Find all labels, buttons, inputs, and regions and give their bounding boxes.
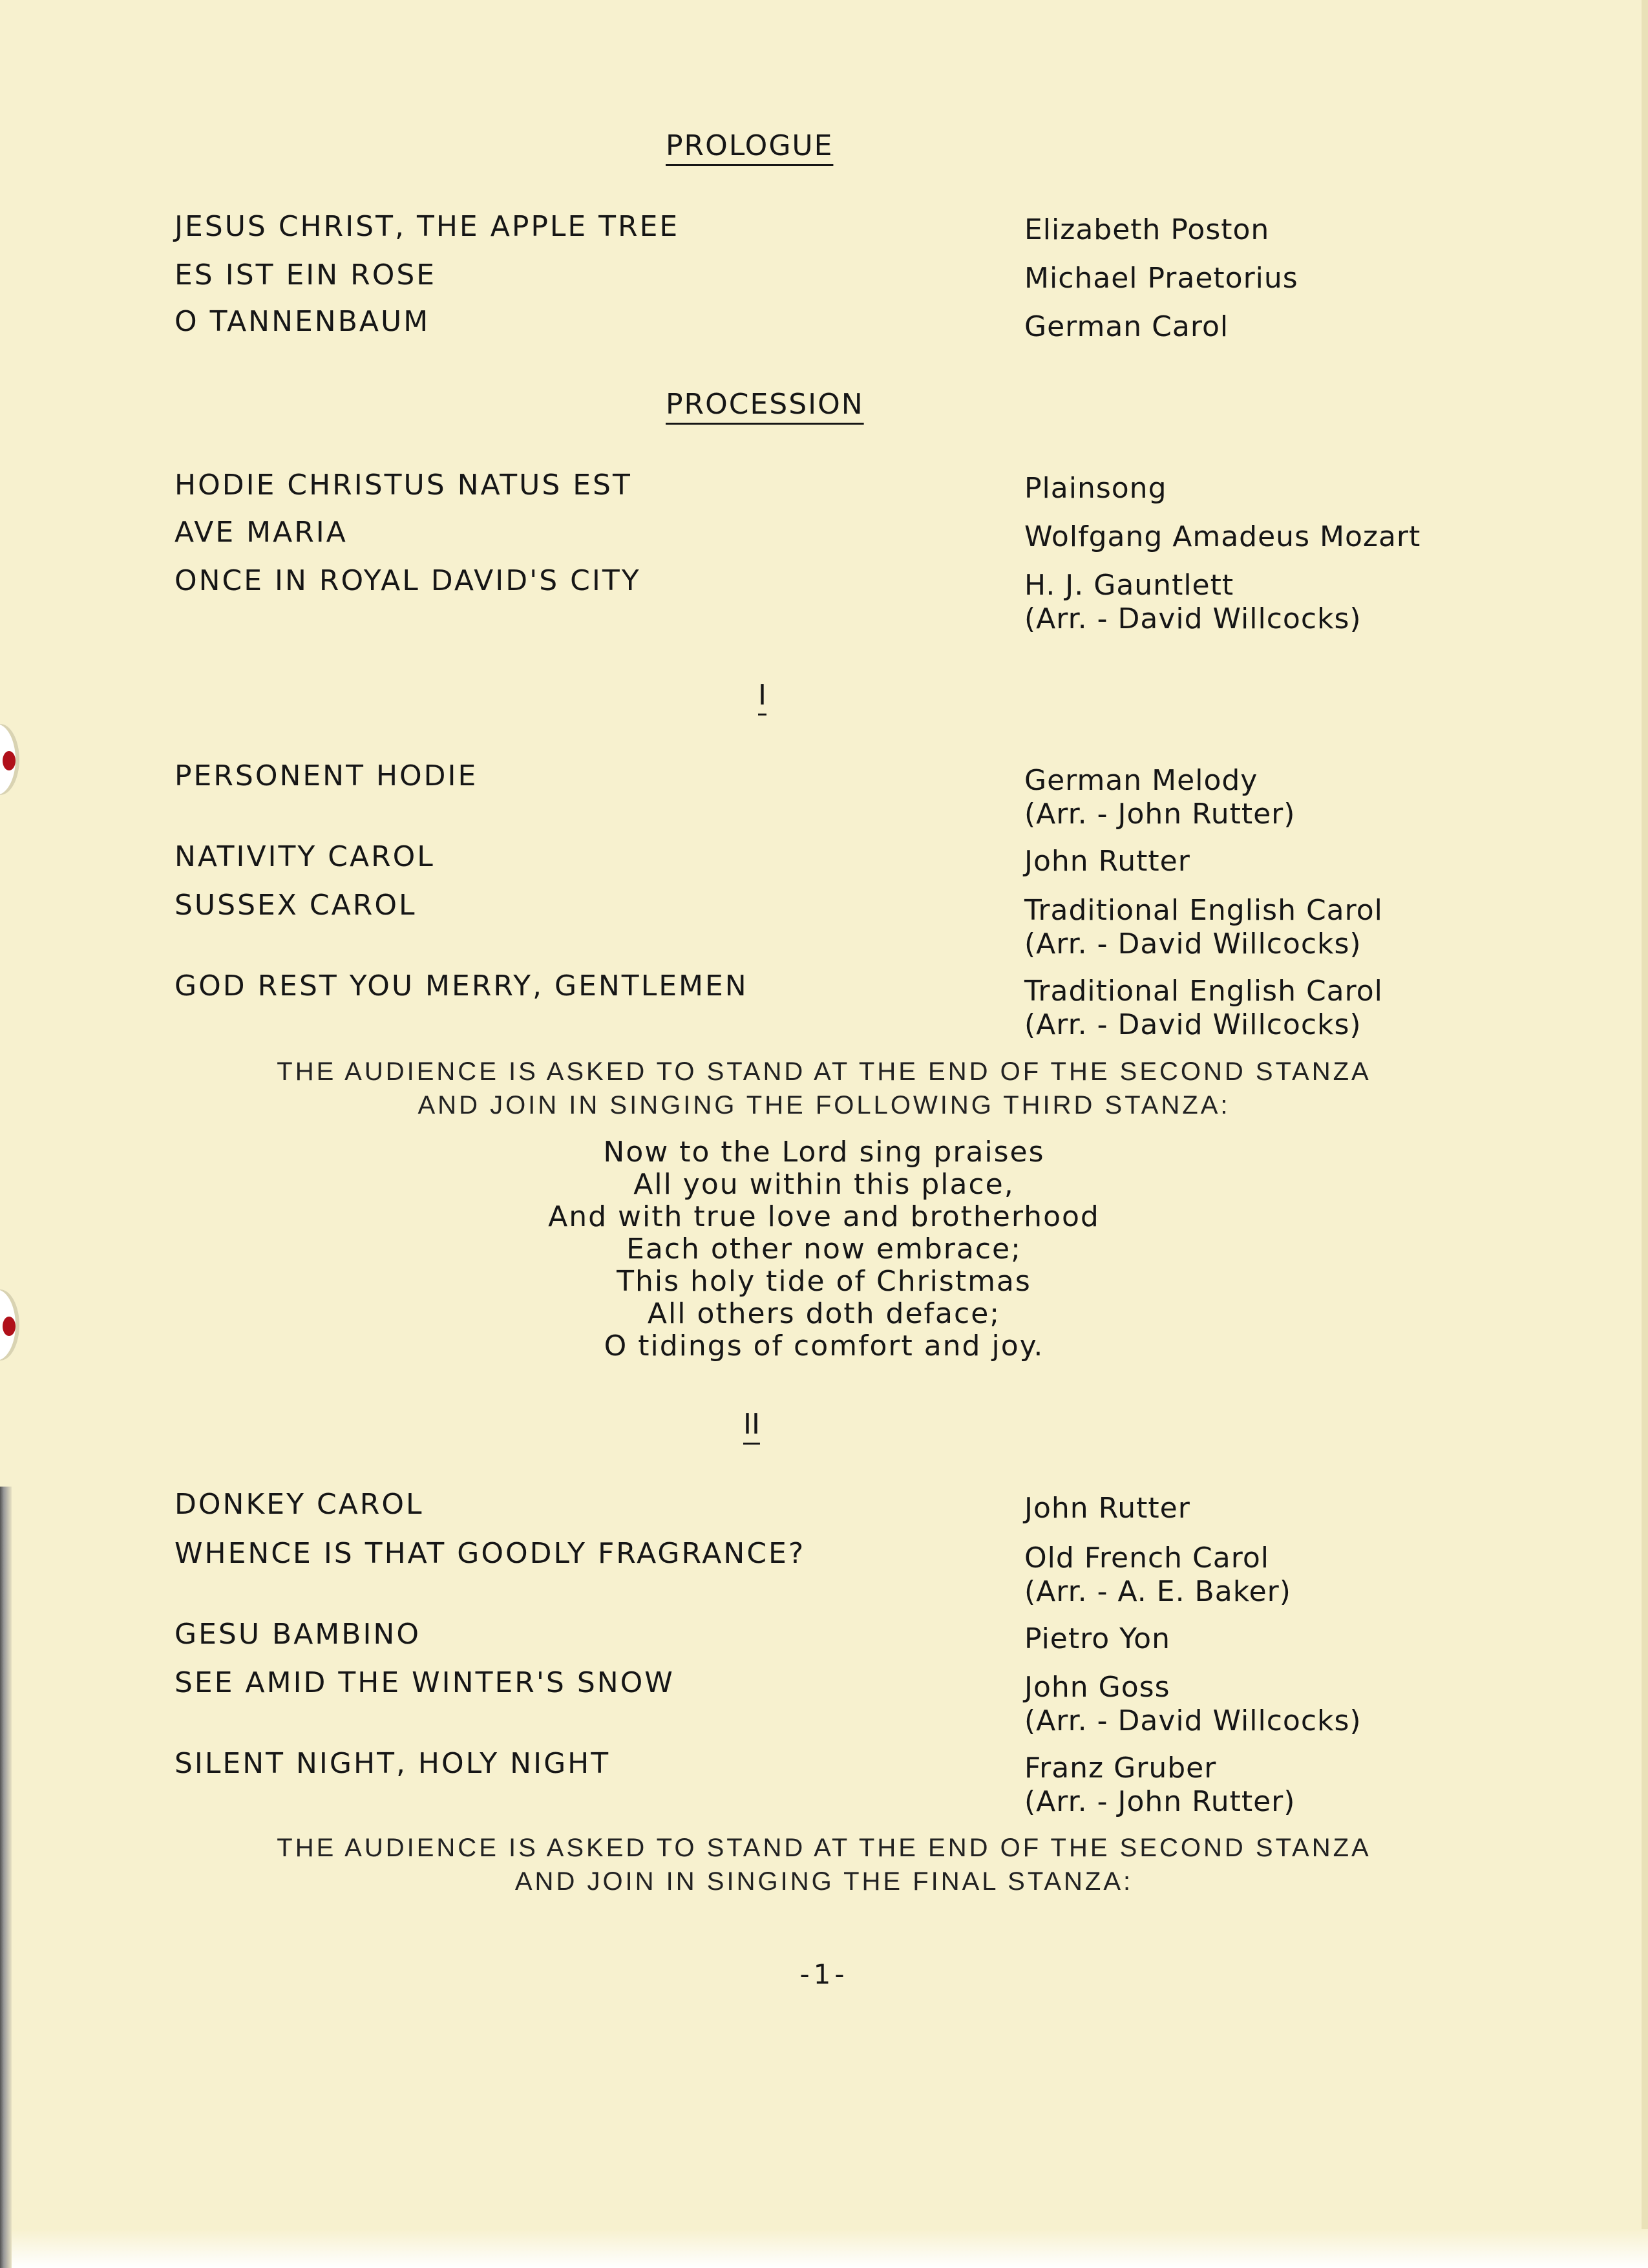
program-item-title: ONCE IN ROYAL DAVID'S CITY bbox=[174, 564, 641, 597]
program-item-title: AVE MARIA bbox=[174, 516, 348, 549]
program-item-composer: John Rutter bbox=[1024, 1492, 1190, 1525]
program-item-arranger: (Arr. - David Willcocks) bbox=[1024, 602, 1362, 635]
program-item-title: HODIE CHRISTUS NATUS EST bbox=[174, 469, 632, 502]
program-item-composer: H. J. Gauntlett (Arr. - David Willcocks) bbox=[1024, 569, 1362, 635]
program-item-arranger: (Arr. - David Willcocks) bbox=[1024, 1008, 1362, 1041]
program-item-composer: Michael Praetorius bbox=[1024, 262, 1298, 295]
program-item-composer: Elizabeth Poston bbox=[1024, 213, 1270, 246]
audience-notice: THE AUDIENCE IS ASKED TO STAND AT THE END OF THE SECOND STANZA AND JOIN IN SINGING THE FINAL STANZA: bbox=[277, 1834, 1371, 1896]
program-item-title: PERSONENT HODIE bbox=[174, 759, 478, 792]
program-item-composer: Old French Carol (Arr. - A. E. Baker) bbox=[1024, 1542, 1291, 1608]
program-item-arranger: (Arr. - David Willcocks) bbox=[1024, 1704, 1362, 1737]
program-item-title: DONKEY CAROL bbox=[174, 1488, 424, 1521]
program-item-composer: Plainsong bbox=[1024, 472, 1167, 505]
program-item-composer: John Goss (Arr. - David Willcocks) bbox=[1024, 1671, 1362, 1737]
program-item-title: NATIVITY CAROL bbox=[174, 840, 435, 873]
program-item-title: ES IST EIN ROSE bbox=[174, 259, 437, 291]
program-item-title: GESU BAMBINO bbox=[174, 1618, 421, 1651]
binding-hole-icon bbox=[0, 724, 19, 795]
program-item-arranger: (Arr. - David Willcocks) bbox=[1024, 927, 1362, 960]
program-item-arranger: (Arr. - John Rutter) bbox=[1024, 1785, 1296, 1818]
program-item-title: SEE AMID THE WINTER'S SNOW bbox=[174, 1666, 675, 1699]
section-heading-prologue: PROLOGUE bbox=[666, 129, 834, 162]
program-item-title: JESUS CHRIST, THE APPLE TREE bbox=[174, 210, 680, 243]
page-number: -1- bbox=[799, 1958, 849, 1990]
program-item-composer: Traditional English Carol (Arr. - David Willcocks) bbox=[1024, 975, 1383, 1041]
program-item-title: O TANNENBAUM bbox=[174, 305, 430, 338]
section-heading-part-1: I bbox=[758, 679, 766, 712]
program-item-title: SUSSEX CAROL bbox=[174, 889, 417, 922]
program-item-title: GOD REST YOU MERRY, GENTLEMEN bbox=[174, 970, 748, 1002]
program-item-composer: Wolfgang Amadeus Mozart bbox=[1024, 520, 1421, 553]
sing-along-stanza: Now to the Lord sing praises All you within this place, And with true love and brotherhood Each other now embrace; This holy tide of Christmas All others doth deface; O tidings of comfort and joy. bbox=[548, 1136, 1100, 1362]
section-heading-procession: PROCESSION bbox=[666, 388, 864, 421]
paper-edge-bottom bbox=[0, 2229, 1648, 2268]
program-item-title: WHENCE IS THAT GOODLY FRAGRANCE? bbox=[174, 1537, 806, 1570]
program-item-composer: Pietro Yon bbox=[1024, 1622, 1170, 1655]
program-item-composer: German Carol bbox=[1024, 310, 1229, 343]
program-item-composer: Franz Gruber (Arr. - John Rutter) bbox=[1024, 1752, 1296, 1818]
audience-notice: THE AUDIENCE IS ASKED TO STAND AT THE END OF THE SECOND STANZA AND JOIN IN SINGING THE FOLLOWING THIRD STANZA: bbox=[277, 1057, 1371, 1119]
program-item-composer: John Rutter bbox=[1024, 845, 1190, 878]
program-item-title: SILENT NIGHT, HOLY NIGHT bbox=[174, 1747, 611, 1780]
section-heading-part-2: II bbox=[743, 1408, 760, 1441]
program-item-composer: German Melody (Arr. - John Rutter) bbox=[1024, 764, 1296, 831]
program-item-arranger: (Arr. - John Rutter) bbox=[1024, 798, 1296, 831]
program-item-arranger: (Arr. - A. E. Baker) bbox=[1024, 1575, 1291, 1608]
program-item-composer: Traditional English Carol (Arr. - David Willcocks) bbox=[1024, 894, 1383, 960]
paper-edge-right bbox=[1642, 0, 1648, 2268]
